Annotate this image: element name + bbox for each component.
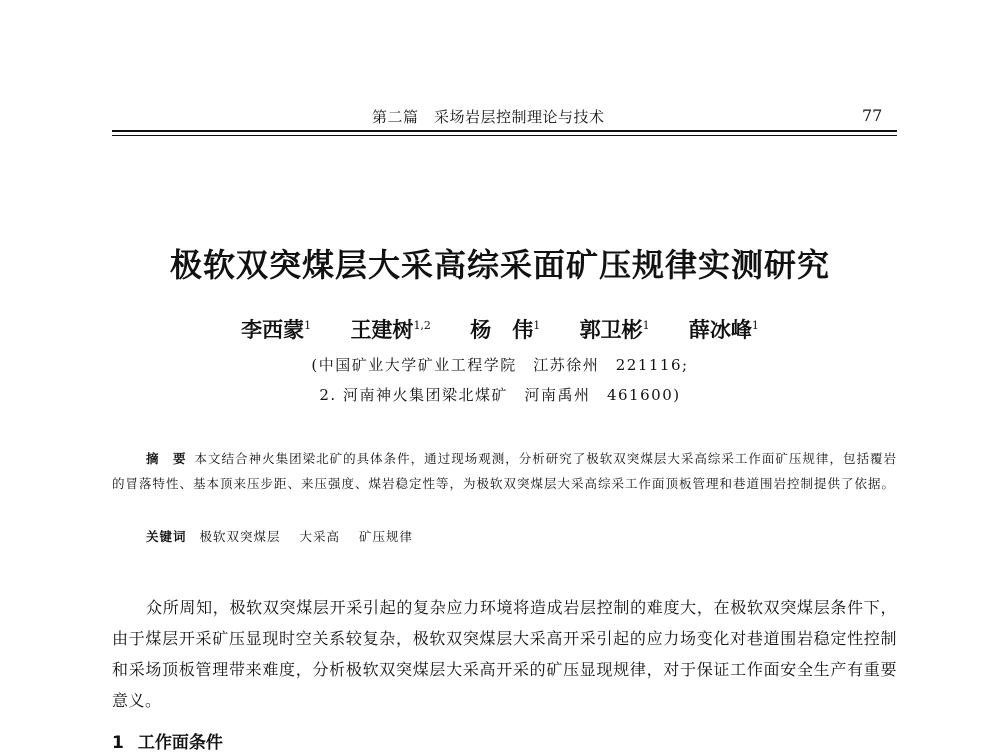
- section-title: 工作面条件: [137, 733, 223, 753]
- keyword: 极软双突煤层: [199, 529, 281, 544]
- keyword: 矿压规律: [359, 529, 414, 544]
- author: [470, 317, 540, 342]
- author-affiliation-mark: 1: [642, 319, 650, 332]
- author: [580, 317, 650, 342]
- affiliation-1: (中国矿业大学矿业工程学院 江苏徐州 221116;: [311, 356, 689, 374]
- header-rule-thick: [112, 130, 897, 132]
- abstract: [112, 446, 897, 496]
- abstract-text: 本文结合神火集团梁北矿的具体条件，通过现场观测，分析研究了极软双突煤层大采高综采工作面矿压规律，包括覆岩的冒落特性、基本顶来压步距、来压强度、煤岩稳定性等，为极软双突煤层大采高综采工作面顶板管理和巷道围岩控制提供了依据。: [112, 451, 897, 491]
- author-name: 杨 伟: [470, 317, 534, 342]
- section-heading: [112, 728, 223, 753]
- author-name: 郭卫彬: [579, 317, 643, 342]
- author-name: 李西蒙: [241, 317, 305, 342]
- author-affiliation-mark: 1: [304, 319, 312, 332]
- section-number: 1: [112, 733, 124, 753]
- author: [689, 317, 759, 342]
- keyword: 大采高: [299, 529, 341, 544]
- page-number: 77: [862, 106, 883, 125]
- author-name: 薛冰峰: [688, 317, 752, 342]
- running-header: 第二篇 采场岩层控制理论与技术: [372, 108, 605, 126]
- affiliation-2: 2. 河南神火集团梁北煤矿 河南禹州 461600): [319, 386, 681, 404]
- author-affiliation-mark: 1: [533, 319, 541, 332]
- author-list: [0, 314, 1000, 344]
- body-paragraph: 众所周知，极软双突煤层开采引起的复杂应力环境将造成岩层控制的难度大，在极软双突煤层条件下，由于煤层开采矿压显现时空关系较复杂，极软双突煤层大采高开采引起的应力场变化对巷道围岩稳定性控制和采场顶板管理带来难度，分析极软双突煤层大采高开采的矿压显现规律，对于保证工作面安全生产有重要意义。: [112, 598, 897, 710]
- abstract-label: 摘 要: [146, 451, 187, 466]
- keywords: [146, 527, 427, 545]
- header-rule-thin: [112, 135, 897, 136]
- author-affiliation-mark: 1,2: [413, 319, 431, 332]
- author: [241, 317, 311, 342]
- author-affiliation-mark: 1: [751, 319, 759, 332]
- keywords-label: 关键词: [146, 529, 187, 544]
- paper-title: 极软双突煤层大采高综采面矿压规律实测研究: [169, 246, 830, 284]
- author: [350, 317, 431, 342]
- author-name: 王建树: [350, 317, 414, 342]
